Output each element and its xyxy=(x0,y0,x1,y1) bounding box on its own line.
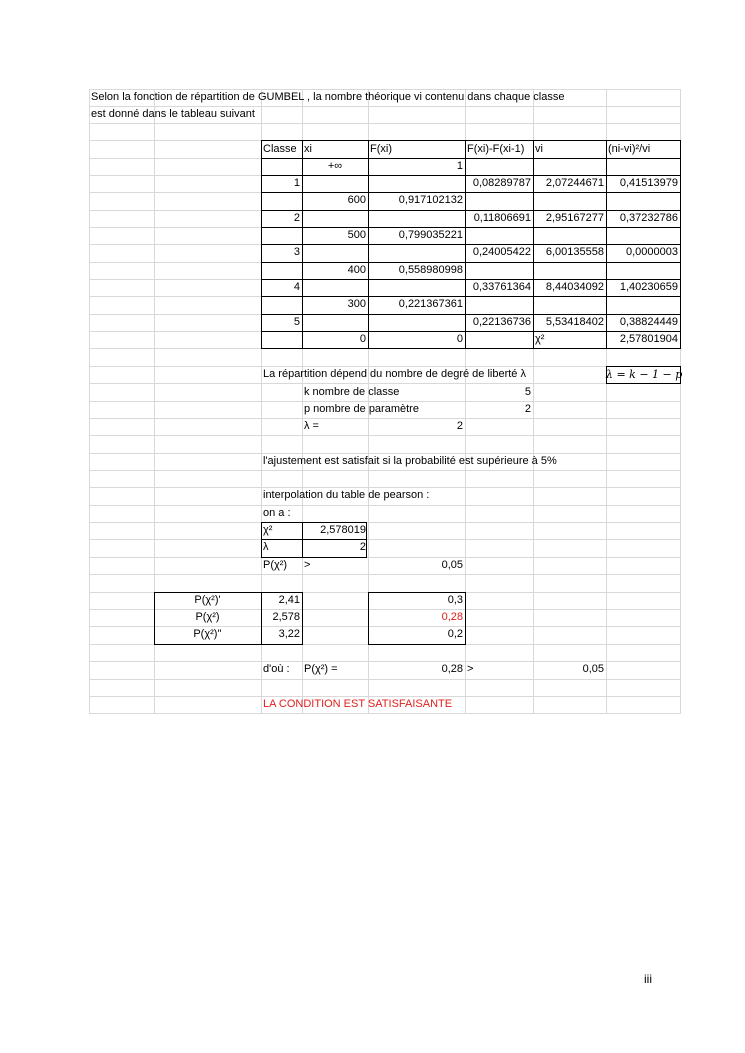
table-cell-xi: 600 xyxy=(347,194,366,206)
page-number: iii xyxy=(644,972,652,986)
pearson-row-label: P(χ²) xyxy=(195,611,220,623)
result-p-label: P(χ²) = xyxy=(304,663,338,675)
intro-line-2: est donné dans le tableau suivant xyxy=(91,108,255,120)
table-cell-chi: 1,40230659 xyxy=(619,281,678,293)
table-cell-vi: 5,53418402 xyxy=(545,316,604,328)
dou-label: d'où : xyxy=(263,663,290,675)
interp-chi-label: χ² xyxy=(263,524,273,536)
pearson-row-p: 0,2 xyxy=(447,628,463,640)
table-cell-vi: 2,07244671 xyxy=(545,177,604,189)
table-cell-fxi: 0,558980998 xyxy=(398,264,463,276)
table-cell-classe: 1 xyxy=(293,177,300,189)
interp-p-label: P(χ²) xyxy=(263,559,288,571)
interp-lambda-value: 2 xyxy=(359,541,366,553)
header-vi: vi xyxy=(535,143,543,155)
result-p-value: 0,28 xyxy=(441,663,463,675)
table-cell-xi: 400 xyxy=(347,264,366,276)
table-cell-xi: 0 xyxy=(359,333,366,345)
result-threshold: 0,05 xyxy=(582,663,604,675)
header-classe: Classe xyxy=(263,143,297,155)
table-cell-diff: 0,22136736 xyxy=(472,316,531,328)
conclusion-text: LA CONDITION EST SATISFAISANTE xyxy=(263,698,453,710)
lambda-label: λ = xyxy=(304,420,319,432)
table-cell-classe: 2 xyxy=(293,212,300,224)
table-cell-vi: 2,95167277 xyxy=(545,212,604,224)
chi-square-total-label: χ² xyxy=(535,333,545,345)
table-cell-xi: 300 xyxy=(347,298,366,310)
table-cell-xi: 500 xyxy=(347,229,366,241)
pearson-row-x: 2,578 xyxy=(272,611,300,623)
table-cell-fxi: 0,799035221 xyxy=(398,229,463,241)
interp-chi-value: 2,578019 xyxy=(320,524,366,536)
table-cell-fxi: 0,917102132 xyxy=(398,194,463,206)
header-fxi: F(xi) xyxy=(370,143,392,155)
table-cell-vi: 8,44034092 xyxy=(545,281,604,293)
pearson-row-p-interpolated: 0,28 xyxy=(441,611,463,623)
header-chi: (ni-vi)²/vi xyxy=(608,143,651,155)
table-cell-diff: 0,08289787 xyxy=(472,177,531,189)
lambda-formula: λ = k − 1 − p xyxy=(606,368,683,381)
pearson-row-p: 0,3 xyxy=(447,594,463,606)
table-cell-fxi: 1 xyxy=(456,160,463,172)
lambda-value: 2 xyxy=(456,420,463,432)
table-cell-chi: 0,41513979 xyxy=(619,177,678,189)
table-cell-xi: +∞ xyxy=(327,160,343,172)
condition-text: l'ajustement est satisfait si la probabilité est supérieure à 5% xyxy=(263,455,557,467)
table-cell-vi: 6,00135558 xyxy=(545,246,604,258)
pearson-row-x: 2,41 xyxy=(278,594,300,606)
interp-p-operator: > xyxy=(304,559,311,571)
table-cell-diff: 0,11806691 xyxy=(473,212,531,224)
table-cell-diff: 0,24005422 xyxy=(472,246,531,258)
freedom-text: La répartition dépend du nombre de degré de liberté λ xyxy=(263,368,526,380)
table-cell-classe: 5 xyxy=(293,316,300,328)
table-cell-classe: 3 xyxy=(293,246,300,258)
interp-p-threshold: 0,05 xyxy=(441,559,463,571)
table-cell-diff: 0,33761364 xyxy=(472,281,531,293)
on-a-label: on a : xyxy=(263,507,291,519)
intro-line-1: Selon la fonction de répartition de GUMBEL , la nombre théorique vi contenu dans chaque classe xyxy=(91,91,565,103)
table-cell-fxi: 0 xyxy=(456,333,463,345)
p-value: 2 xyxy=(524,403,531,415)
header-xi: xi xyxy=(304,143,312,155)
pearson-row-x: 3,22 xyxy=(278,628,300,640)
result-operator: > xyxy=(467,663,474,675)
pearson-row-label: P(χ²)'' xyxy=(193,628,222,640)
k-value: 5 xyxy=(524,386,531,398)
table-cell-chi: 0,37232786 xyxy=(619,212,678,224)
chi-square-total-value: 2,57801904 xyxy=(619,333,678,345)
pearson-row-label: P(χ²)' xyxy=(194,594,221,606)
interp-title: interpolation du table de pearson : xyxy=(263,489,430,501)
table-cell-fxi: 0,221367361 xyxy=(398,298,463,310)
p-label: p nombre de paramètre xyxy=(304,403,419,415)
table-cell-classe: 4 xyxy=(293,281,300,293)
table-cell-chi: 0,38824449 xyxy=(619,316,678,328)
interp-lambda-label: λ xyxy=(263,541,269,553)
k-label: k nombre de classe xyxy=(304,386,400,398)
header-diff: F(xi)-F(xi-1) xyxy=(467,143,525,155)
table-cell-chi: 0,0000003 xyxy=(626,246,678,258)
